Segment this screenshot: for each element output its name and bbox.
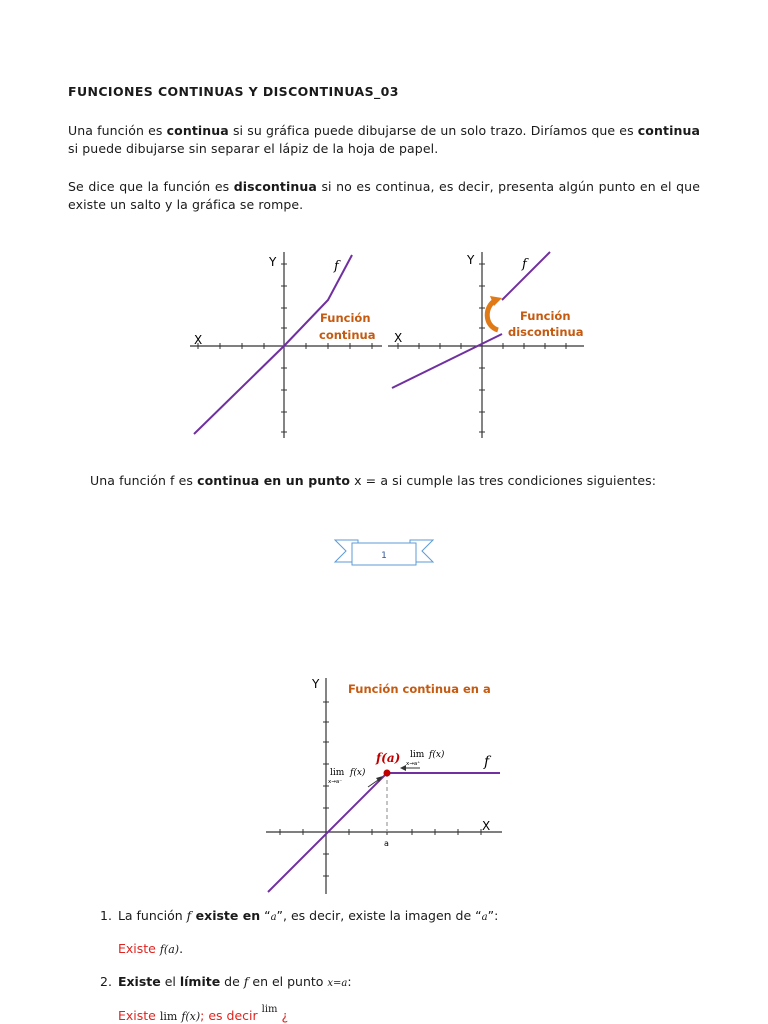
f-label: f (334, 259, 339, 274)
function-lower-branch (392, 334, 502, 388)
caption-line-2: continua (319, 328, 376, 342)
point-fa (384, 770, 391, 777)
jump-arrow (487, 300, 498, 330)
lim-left-sub: x→a⁻ (328, 779, 343, 785)
lim-right-word: lim (410, 750, 425, 760)
graph-discontinuous-function (388, 250, 588, 440)
x-axis-label: X (482, 819, 491, 833)
condition-1: 1. La función f existe en “a”, es decir, existe la imagen de “a”: (100, 908, 499, 923)
lim-right-fx: f(x) (429, 750, 445, 760)
lim-left-word: lim (330, 768, 345, 778)
f-label: f (522, 257, 527, 272)
axis-ticks (198, 264, 372, 432)
f-label: f (484, 754, 490, 770)
condition-1-detail: Existe f(a). (118, 941, 184, 956)
paragraph-discontinua: Se dice que la función es discontinua si no es continua, es decir, presenta algún punto en el que existe un salto y la gráfica se rompe. (68, 179, 700, 212)
a-label: a (384, 839, 389, 848)
condition-2: 2. Existe el límite de f en el punto x=a: (100, 974, 352, 989)
graph-continuous-at-a (262, 672, 506, 896)
lim-left-fx: f(x) (350, 768, 366, 778)
fa-label: f(a) (376, 751, 401, 765)
ribbon-banner (334, 536, 434, 568)
caption-line-1: Función (320, 311, 371, 325)
caption-line-1: Función (520, 309, 571, 323)
y-axis-label: Y (269, 255, 277, 269)
caption-line-2: discontinua (508, 325, 584, 339)
y-axis-label: Y (467, 253, 475, 267)
paragraph-continua: Una función es continua si su gráfica puede dibujarse de un solo trazo. Diríamos que es continua si puede dibujarse sin separar el lápiz de la hoja de papel. (68, 123, 700, 156)
x-axis-label: X (394, 331, 403, 345)
paragraph-continua-en-un-punto: Una función f es continua en un punto x = a si cumple las tres condiciones siguientes: (90, 473, 657, 488)
y-axis-label: Y (312, 677, 320, 691)
lim-right-sub: x→a⁺ (406, 761, 421, 767)
condition-2-detail: Existe lim f(x); es decir $^{lim}$ ¿ (118, 1004, 289, 1023)
graph-continuous-function (186, 250, 386, 440)
graph-title: Función continua en a (348, 682, 491, 696)
page-title: FUNCIONES CONTINUAS Y DISCONTINUAS_03 (68, 84, 399, 99)
x-axis-label: X (194, 333, 203, 347)
page-number: 1 (381, 551, 387, 561)
